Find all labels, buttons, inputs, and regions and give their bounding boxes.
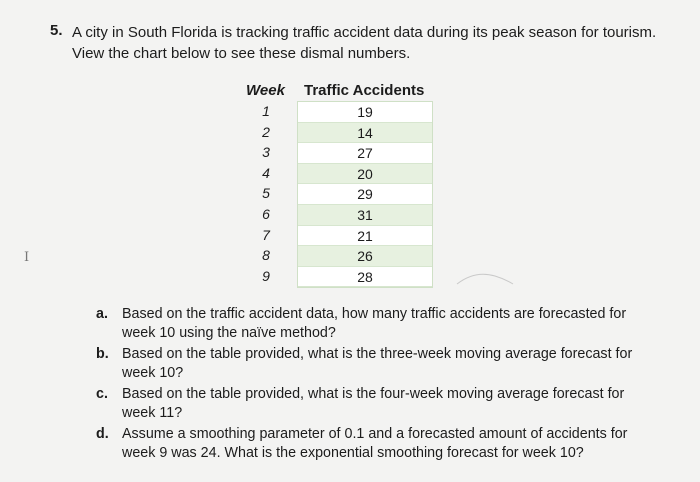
accidents-cell: 26 bbox=[298, 246, 432, 267]
subquestion-text: Based on the table provided, what is the three-week moving average forecast for week 10? bbox=[122, 346, 633, 381]
header-traffic-accidents: Traffic Accidents bbox=[304, 82, 425, 99]
week-cell: 3 bbox=[262, 144, 270, 161]
subquestion-a bbox=[96, 305, 656, 343]
week-column bbox=[240, 101, 292, 286]
week-cell: 5 bbox=[262, 185, 270, 202]
pencil-scribble-mark bbox=[455, 268, 525, 288]
subquestion-d bbox=[96, 425, 656, 463]
subquestion-c bbox=[96, 385, 656, 423]
subquestion-text: Assume a smoothing parameter of 0.1 and a forecasted amount of accidents for week 9 was 24. What is the exponential smoothing forecast for week 10? bbox=[122, 426, 628, 461]
week-cell: 9 bbox=[262, 267, 270, 284]
subquestion-label: a. bbox=[96, 306, 108, 322]
accidents-cell: 31 bbox=[298, 205, 432, 226]
question-text: A city in South Florida is tracking traffic accident data during its peak season for tourism. View the chart below to see these dismal numbers. bbox=[72, 24, 657, 62]
week-cell: 8 bbox=[262, 247, 270, 264]
week-cell: 6 bbox=[262, 205, 270, 222]
subquestion-label: d. bbox=[96, 426, 109, 442]
accidents-cell: 14 bbox=[298, 123, 432, 144]
week-cell: 7 bbox=[262, 226, 270, 243]
week-cell: 4 bbox=[262, 164, 270, 181]
subquestion-list bbox=[96, 305, 656, 465]
question-number: 5. bbox=[50, 22, 63, 39]
text-cursor-icon: I bbox=[24, 250, 30, 265]
accidents-cell: 20 bbox=[298, 164, 432, 185]
subquestion-label: c. bbox=[96, 386, 108, 402]
subquestion-b bbox=[96, 345, 656, 383]
header-week: Week bbox=[246, 82, 285, 99]
accidents-cell: 29 bbox=[298, 184, 432, 205]
accidents-cell: 27 bbox=[298, 143, 432, 164]
accidents-cell: 21 bbox=[298, 226, 432, 247]
accidents-column bbox=[297, 101, 433, 288]
subquestion-text: Based on the traffic accident data, how many traffic accidents are forecasted for week 10 using the naïve method? bbox=[122, 306, 627, 341]
accidents-cell: 19 bbox=[298, 102, 432, 123]
week-cell: 2 bbox=[262, 123, 270, 140]
accidents-cell: 28 bbox=[298, 267, 432, 288]
subquestion-label: b. bbox=[96, 346, 109, 362]
week-cell: 1 bbox=[262, 103, 270, 119]
subquestion-text: Based on the table provided, what is the four-week moving average forecast for week 11? bbox=[122, 386, 625, 421]
